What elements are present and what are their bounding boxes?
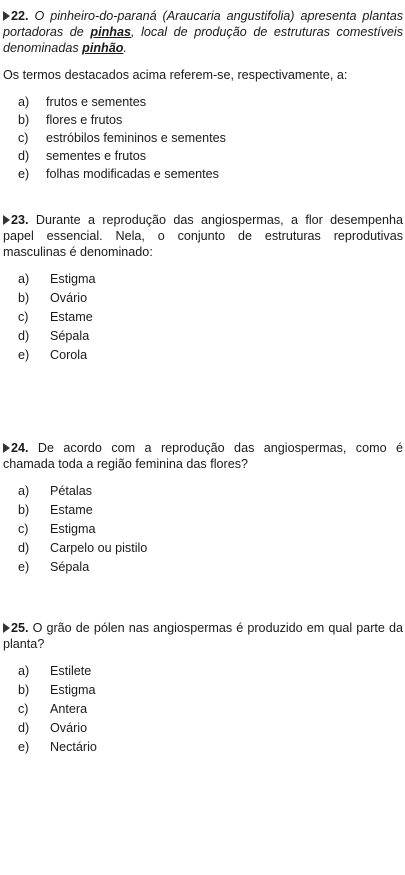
option-text: flores e frutos <box>46 113 123 127</box>
option-text: sementes e frutos <box>46 149 147 163</box>
option-letter: c) <box>18 131 29 145</box>
bullet-arrow-icon <box>3 443 10 453</box>
option-letter: b) <box>18 503 30 517</box>
option-letter: c) <box>18 702 29 716</box>
option-letter: c) <box>18 310 29 324</box>
stem-text: O pinheiro-do-paraná (Araucaria angustifolia) apresenta plantas portadoras de <box>3 9 404 39</box>
option-letter: b) <box>18 683 30 697</box>
question-number: 25. <box>11 621 29 635</box>
option-b[interactable] <box>18 681 403 700</box>
question-stem <box>3 8 403 56</box>
bullet-arrow-icon <box>3 215 10 225</box>
option-d[interactable] <box>18 327 403 346</box>
option-letter: a) <box>18 664 30 678</box>
highlighted-term: pinhão <box>82 41 124 55</box>
question-stem <box>3 620 403 652</box>
option-a[interactable] <box>18 93 403 111</box>
option-c[interactable] <box>18 308 403 327</box>
option-letter: e) <box>18 167 30 181</box>
option-text: Estilete <box>50 664 92 678</box>
options-list <box>3 482 403 577</box>
question-stem <box>3 212 403 260</box>
option-text: Estigma <box>50 683 96 697</box>
option-letter: d) <box>18 149 30 163</box>
option-c[interactable] <box>18 129 403 147</box>
option-text: Estigma <box>50 522 96 536</box>
option-b[interactable] <box>18 501 403 520</box>
options-list <box>3 662 403 757</box>
stem-text: , local de produção de estruturas comestíveis denominadas <box>3 25 404 55</box>
option-letter: b) <box>18 291 30 305</box>
option-text: Ovário <box>50 721 88 735</box>
option-letter: d) <box>18 721 30 735</box>
options-list <box>3 270 403 365</box>
option-text: Estame <box>50 310 93 324</box>
option-e[interactable] <box>18 558 403 577</box>
option-text: Sépala <box>50 560 90 574</box>
question-prompt: Os termos destacados acima referem-se, respectivamente, a: <box>3 68 348 82</box>
question-number: 24. <box>11 441 29 455</box>
option-text: Pétalas <box>50 484 93 498</box>
option-letter: e) <box>18 560 30 574</box>
stem-text: . <box>123 41 127 55</box>
option-e[interactable] <box>18 346 403 365</box>
option-text: Nectário <box>50 740 97 754</box>
option-d[interactable] <box>18 147 403 165</box>
bullet-arrow-icon <box>3 623 10 633</box>
question-22 <box>3 8 403 183</box>
option-e[interactable] <box>18 738 403 757</box>
option-a[interactable] <box>18 270 403 289</box>
stem-text: Durante a reprodução das angiospermas, a flor desempenha papel essencial. Nela, o conjunto de estruturas reprodutivas masculinas é denominado: <box>3 213 403 259</box>
option-letter: e) <box>18 348 30 362</box>
stem-text: O grão de pólen nas angiospermas é produzido em qual parte da planta? <box>3 621 403 651</box>
option-letter: c) <box>18 522 29 536</box>
option-a[interactable] <box>18 662 403 681</box>
question-25 <box>3 620 403 757</box>
option-text: Antera <box>50 702 88 716</box>
question-number: 23. <box>11 213 29 227</box>
option-text: Sépala <box>50 329 90 343</box>
option-letter: a) <box>18 484 30 498</box>
question-24 <box>3 440 403 577</box>
option-letter: b) <box>18 113 30 127</box>
options-list <box>3 93 403 183</box>
option-letter: d) <box>18 541 30 555</box>
option-b[interactable] <box>18 289 403 308</box>
option-c[interactable] <box>18 520 403 539</box>
option-e[interactable] <box>18 165 403 183</box>
option-d[interactable] <box>18 719 403 738</box>
option-text: Corola <box>50 348 88 362</box>
option-a[interactable] <box>18 482 403 501</box>
option-text: Ovário <box>50 291 88 305</box>
option-text: Carpelo ou pistilo <box>50 541 148 555</box>
stem-text: De acordo com a reprodução das angiospermas, como é chamada toda a região feminina das flores? <box>3 441 403 471</box>
option-letter: e) <box>18 740 30 754</box>
highlighted-term: pinhas <box>90 25 132 39</box>
option-c[interactable] <box>18 700 403 719</box>
option-letter: a) <box>18 95 30 109</box>
option-text: folhas modificadas e sementes <box>46 167 219 181</box>
option-text: Estigma <box>50 272 96 286</box>
option-letter: d) <box>18 329 30 343</box>
option-d[interactable] <box>18 539 403 558</box>
option-b[interactable] <box>18 111 403 129</box>
bullet-arrow-icon <box>3 11 10 21</box>
question-stem <box>3 440 403 472</box>
option-letter: a) <box>18 272 30 286</box>
question-number: 22. <box>11 9 29 23</box>
question-23 <box>3 212 403 365</box>
option-text: estróbilos femininos e sementes <box>46 131 226 145</box>
option-text: Estame <box>50 503 93 517</box>
option-text: frutos e sementes <box>46 95 147 109</box>
